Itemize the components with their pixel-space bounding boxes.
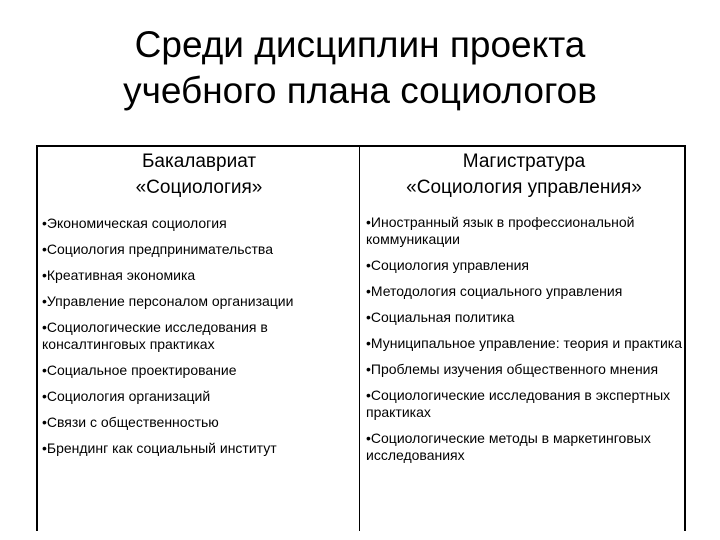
master-heading (366, 145, 682, 203)
bachelor-column (42, 145, 356, 466)
bachelor-heading-line-1: Бакалавриат (141, 151, 257, 172)
column-divider (359, 145, 360, 531)
list-item: •Иностранный язык в профессиональной коммуникации (366, 214, 635, 247)
table-border-right (684, 145, 686, 531)
list-item: •Проблемы изучения общественного мнения (366, 361, 659, 377)
bachelor-course-list (42, 215, 356, 457)
master-heading-line-1: Магистратура (462, 151, 586, 172)
list-item: •Социология управления (366, 257, 529, 273)
bachelor-heading-line-2: «Социология» (135, 177, 263, 198)
list-item: •Управление персоналом организации (42, 293, 294, 309)
title-line-2: учебного плана социологов (123, 70, 597, 111)
list-item: •Креативная экономика (42, 267, 196, 283)
list-item: •Социальное проектирование (42, 362, 237, 378)
table-border-left (36, 145, 38, 531)
list-item: •Социологические методы в маркетинговых исследованиях (366, 430, 651, 463)
bachelor-heading (42, 145, 356, 203)
master-course-list (366, 214, 682, 464)
curriculum-table (36, 145, 686, 531)
list-item: •Методология социального управления (366, 283, 623, 299)
list-item: •Социологические исследования в экспертных практиках (366, 387, 671, 420)
list-item: •Связи с общественностью (42, 414, 219, 430)
master-column (366, 145, 682, 473)
list-item: •Социологические исследования в консалтинговых практиках (42, 319, 268, 352)
master-heading-line-2: «Социология управления» (406, 177, 642, 198)
page-title (0, 22, 720, 114)
title-line-1: Среди дисциплин проекта (134, 24, 586, 65)
list-item: •Социология предпринимательства (42, 241, 273, 257)
list-item: •Экономическая социология (42, 215, 227, 231)
list-item: •Муниципальное управление: теория и практика (366, 335, 682, 351)
list-item: •Социология организаций (42, 388, 211, 404)
list-item: •Социальная политика (366, 309, 515, 325)
list-item: •Брендинг как социальный институт (42, 440, 277, 456)
